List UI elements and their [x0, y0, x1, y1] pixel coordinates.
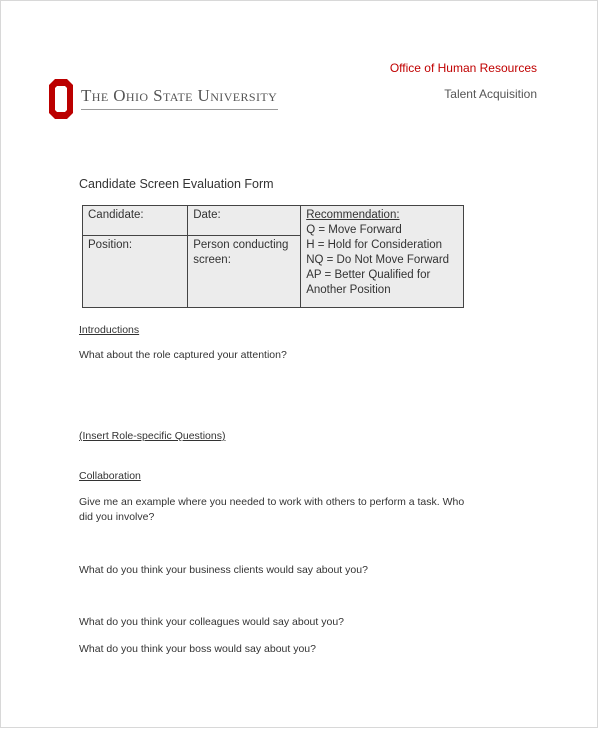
recommendation-cell[interactable]: [301, 206, 464, 308]
position-cell[interactable]: [83, 236, 188, 308]
candidate-cell[interactable]: [83, 206, 188, 236]
introductions-question: What about the role captured your attention?: [79, 349, 287, 361]
recommendation-item: NQ = Do Not Move Forward: [306, 254, 450, 266]
university-name: [81, 86, 277, 106]
department-name: Talent Acquisition: [444, 87, 537, 101]
collaboration-question: What do you think your business clients would say about you?: [79, 564, 368, 576]
form-title: Candidate Screen Evaluation Form: [79, 177, 274, 191]
role-specific-heading: (Insert Role-specific Questions): [79, 430, 226, 442]
position-label: Position:: [88, 239, 133, 251]
ohio-state-logo-icon: [48, 78, 74, 125]
person-conducting-label: Person conducting screen:: [193, 239, 289, 266]
office-name: Office of Human Resources: [389, 61, 537, 75]
date-label: Date:: [193, 209, 221, 221]
university-name-text: The Ohio State University: [81, 86, 278, 105]
person-conducting-cell[interactable]: [188, 236, 301, 308]
candidate-info-table: [82, 205, 464, 308]
date-cell[interactable]: [188, 206, 301, 236]
university-underline: [81, 109, 278, 110]
recommendation-item: AP = Better Qualified for Another Position: [306, 269, 431, 296]
collaboration-question: What do you think your colleagues would say about you?: [79, 616, 344, 628]
collaboration-question: Give me an example where you needed to work with others to perform a task. Who did you involve?: [79, 496, 465, 523]
candidate-label: Candidate:: [88, 209, 144, 221]
introductions-heading: Introductions: [79, 324, 140, 336]
recommendation-item: H = Hold for Consideration: [306, 239, 443, 251]
recommendation-item: Q = Move Forward: [306, 224, 402, 236]
recommendation-heading: Recommendation:: [306, 209, 400, 221]
collaboration-heading: Collaboration: [79, 470, 141, 482]
collaboration-question: What do you think your boss would say about you?: [79, 643, 316, 655]
